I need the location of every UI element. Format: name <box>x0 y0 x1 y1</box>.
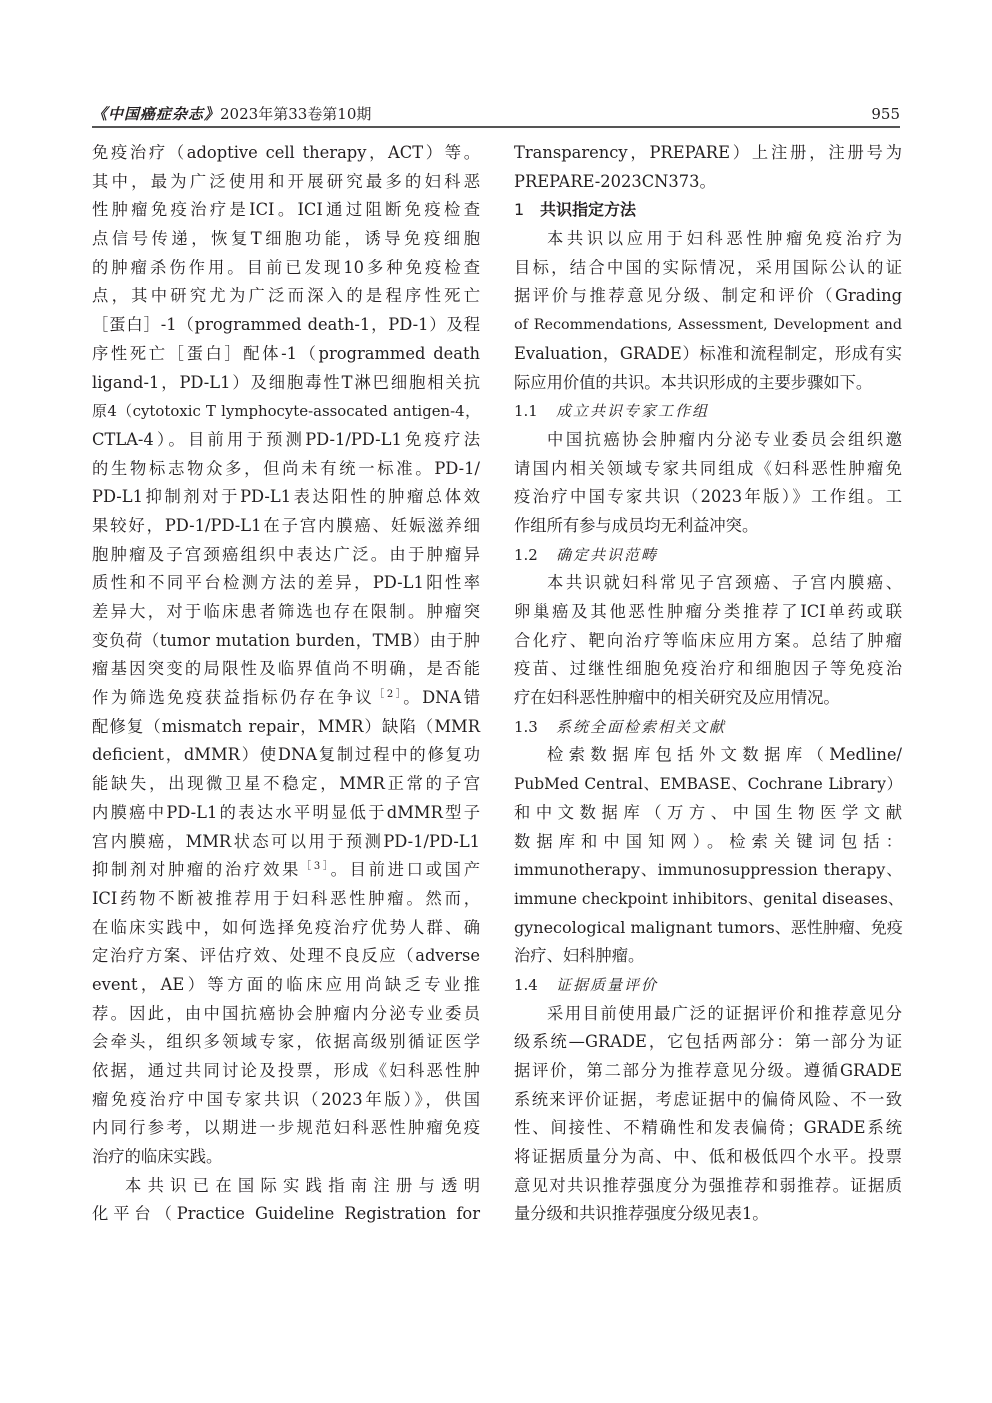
text-line: 差异大，对于临床患者筛选也存在限制。肿瘤突 <box>92 602 480 621</box>
text-line: ligand-1，PD-L1）及细胞毒性T淋巴细胞相关抗 <box>92 372 480 392</box>
text-line: Transparency，PREPARE）上注册，注册号为 <box>514 143 902 162</box>
text-line: of Recommendations, Assessment, Development and <box>514 317 902 334</box>
text-line: 瘤基因突变的局限性及临界值尚不明确，是否能 <box>92 659 480 679</box>
text-line: 和中文数据库（万方、中国生物医学文献 <box>514 802 902 822</box>
text-line: 质性和不同平台检测方法的差异，PD-L1阳性率 <box>92 573 480 593</box>
text-line: 果较好，PD-1/PD-L1在子宫内膜癌、妊娠滋养细 <box>92 515 480 535</box>
citation-ref[interactable]: ［3］ <box>301 861 331 873</box>
section-title: 证据质量评价 <box>556 975 659 994</box>
text-segment: 作为筛选免疫获益指标仍存在争议 <box>92 688 375 708</box>
text-line: 依据，通过共同讨论及投票，形成《妇科恶性肿 <box>92 1061 480 1080</box>
section-title: 确定共识范畴 <box>556 545 659 564</box>
text-line: 级系统—GRADE，它包括两部分：第一部分为证 <box>514 1032 902 1052</box>
text-line: 点，其中研究尤为广泛而深入的是程序性死亡 <box>92 286 480 306</box>
text-line: 性、间接性、不精确性和发表偏倚；GRADE系统 <box>514 1118 902 1138</box>
text-line: ［蛋白］-1（programmed death-1，PD-1）及程 <box>92 315 480 335</box>
text-segment: 。目前进口或国产 <box>330 860 480 880</box>
text-line: 序性死亡［蛋白］配体-1（programmed death <box>92 343 480 363</box>
section-title: 系统全面检索相关文献 <box>556 717 727 736</box>
text-line: PREPARE-2023CN373。 <box>514 171 716 191</box>
text-line: 其中，最为广泛使用和开展研究最多的妇科恶 <box>92 171 480 191</box>
text-line: 的肿瘤杀伤作用。目前已发现10多种免疫检查 <box>92 257 480 277</box>
text-line: 疗在妇科恶性肿瘤中的相关研究及应用情况。 <box>514 688 840 708</box>
section-number: 1.1 <box>514 402 538 421</box>
text-line: 瘤免疫治疗中国专家共识（2023年版）》，供国 <box>92 1089 480 1109</box>
text-line: 中国抗癌协会肿瘤内分泌专业委员会组织邀 <box>547 429 902 449</box>
text-line: 配修复（mismatch repair，MMR）缺陷（MMR <box>92 716 480 736</box>
text-line: 变负荷（tumor mutation burden，TMB）由于肿 <box>92 630 480 650</box>
text-line: 内膜癌中PD-L1的表达水平明显低于dMMR型子 <box>92 802 480 822</box>
text-line: gynecological malignant tumors、恶性肿瘤、免疫 <box>514 917 903 937</box>
text-line: 宫内膜癌，MMR状态可以用于预测PD-1/PD-L1 <box>92 831 480 851</box>
text-line: 治疗的临床实践。 <box>92 1147 223 1167</box>
text-line: immune checkpoint inhibitors、genital diseases、 <box>514 889 904 908</box>
text-line: 原4（cytotoxic T lymphocyte-assocated antigen-4， <box>92 402 480 421</box>
section-number: 1.3 <box>514 717 538 736</box>
text-line: 定治疗方案、评估疗效、处理不良反应（adverse <box>92 946 480 966</box>
text-line: 量分级和共识推荐强度分级见表1。 <box>514 1204 769 1224</box>
text-line: event，AE）等方面的临床应用尚缺乏专业推 <box>92 974 480 994</box>
text-line: 能缺失，出现微卫星不稳定，MMR正常的子宫 <box>92 774 480 794</box>
text-line: 化平台（Practice Guideline Registration for <box>92 1204 480 1224</box>
journal-issue: 2023年第33卷第10期 <box>220 105 372 123</box>
right-column <box>514 139 902 1229</box>
text-line: 据评价，第二部分为推荐意见分级。遵循GRADE <box>514 1061 902 1080</box>
text-line: 的生物标志物众多，但尚未有统一标准。PD-1/ <box>92 458 480 478</box>
text-line: 胞肿瘤及子宫颈癌组织中表达广泛。由于肿瘤异 <box>92 544 480 564</box>
text-line: 意见对共识推荐强度分为强推荐和弱推荐。证据质 <box>514 1175 902 1195</box>
text-line: 本共识已在国际实践指南注册与透明 <box>125 1175 480 1195</box>
text-line: ICI药物不断被推荐用于妇科恶性肿瘤。然而， <box>92 888 480 908</box>
text-line: CTLA-4）。目前用于预测PD-1/PD-L1免疫疗法 <box>92 429 480 449</box>
text-line: 检索数据库包括外文数据库（Medline/ <box>547 745 902 765</box>
text-segment: 。DNA错 <box>403 688 480 708</box>
page-number: 955 <box>871 105 900 123</box>
text-line: immunotherapy、immunosuppression therapy、 <box>514 860 902 880</box>
text-line <box>92 856 480 885</box>
running-header <box>92 104 900 128</box>
text-line: 荐。因此，由中国抗癌协会肿瘤内分泌专业委员 <box>92 1003 480 1023</box>
text-line: 系统来评价证据，考虑证据中的偏倚风险、不一致 <box>514 1089 902 1109</box>
section-title: 共识指定方法 <box>540 200 637 220</box>
text-line: 目标，结合中国的实际情况，采用国际公认的证 <box>514 257 902 277</box>
section-heading-1-3 <box>514 713 902 742</box>
text-line: 本共识就妇科常见子宫颈癌、子宫内膜癌、 <box>547 573 902 593</box>
text-line: PubMed Central、EMBASE、Cochrane Library） <box>514 775 902 794</box>
text-line: 疫苗、过继性细胞免疫治疗和细胞因子等免疫治 <box>514 659 902 679</box>
text-line: 内同行参考，以期进一步规范妇科恶性肿瘤免疫 <box>92 1118 480 1138</box>
journal-citation <box>92 104 371 124</box>
section-number: 1.4 <box>514 975 538 994</box>
text-line: 在临床实践中，如何选择免疫治疗优势人群、确 <box>92 917 480 937</box>
text-line: 性肿瘤免疫治疗是ICI。ICI通过阻断免疫检查 <box>92 200 480 220</box>
section-heading-1-4 <box>514 971 902 1000</box>
text-line: 治疗、妇科肿瘤。 <box>514 946 645 966</box>
text-line: 卵巢癌及其他恶性肿瘤分类推荐了ICI单药或联 <box>514 602 902 621</box>
text-line: Evaluation，GRADE）标准和流程制定，形成有实 <box>514 343 902 363</box>
section-heading-1 <box>514 196 902 225</box>
text-line: PD-L1抑制剂对于PD-L1表达阳性的肿瘤总体效 <box>92 487 480 507</box>
section-title: 成立共识专家工作组 <box>556 402 710 421</box>
text-line: 会牵头，组织多领域专家，依据高级别循证医学 <box>92 1032 480 1052</box>
section-heading-1-1 <box>514 397 902 426</box>
left-column <box>92 139 480 1229</box>
text-line: deficient，dMMR）使DNA复制过程中的修复功 <box>92 745 480 765</box>
text-line: 免疫治疗（adoptive cell therapy，ACT）等。 <box>92 143 480 162</box>
journal-name: 《中国癌症杂志》 <box>92 105 221 123</box>
text-line: 请国内相关领域专家共同组成《妇科恶性肿瘤免 <box>514 458 902 478</box>
citation-ref[interactable]: ［2］ <box>374 689 404 701</box>
section-number: 1 <box>514 200 525 220</box>
text-line: 据评价与推荐意见分级、制定和评价（Grading <box>514 286 902 306</box>
text-line: 疫治疗中国专家共识（2023年版）》工作组。工 <box>514 487 902 507</box>
text-line: 作组所有参与成员均无利益冲突。 <box>514 515 759 535</box>
text-line: 将证据质量分为高、中、低和极低四个水平。投票 <box>514 1147 902 1167</box>
text-line: 采用目前使用最广泛的证据评价和推荐意见分 <box>547 1003 902 1023</box>
text-line: 点信号传递，恢复T细胞功能，诱导免疫细胞 <box>92 229 480 249</box>
text-line: 数据库和中国知网）。检索关键词包括： <box>514 831 902 851</box>
text-line: 本共识以应用于妇科恶性肿瘤免疫治疗为 <box>547 229 902 249</box>
text-line <box>92 684 480 713</box>
text-line: 际应用价值的共识。本共识形成的主要步骤如下。 <box>514 372 873 392</box>
section-number: 1.2 <box>514 545 538 564</box>
section-heading-1-2 <box>514 541 902 570</box>
text-line: 合化疗、靶向治疗等临床应用方案。总结了肿瘤 <box>514 630 902 650</box>
text-segment: 抑制剂对肿瘤的治疗效果 <box>92 860 302 880</box>
